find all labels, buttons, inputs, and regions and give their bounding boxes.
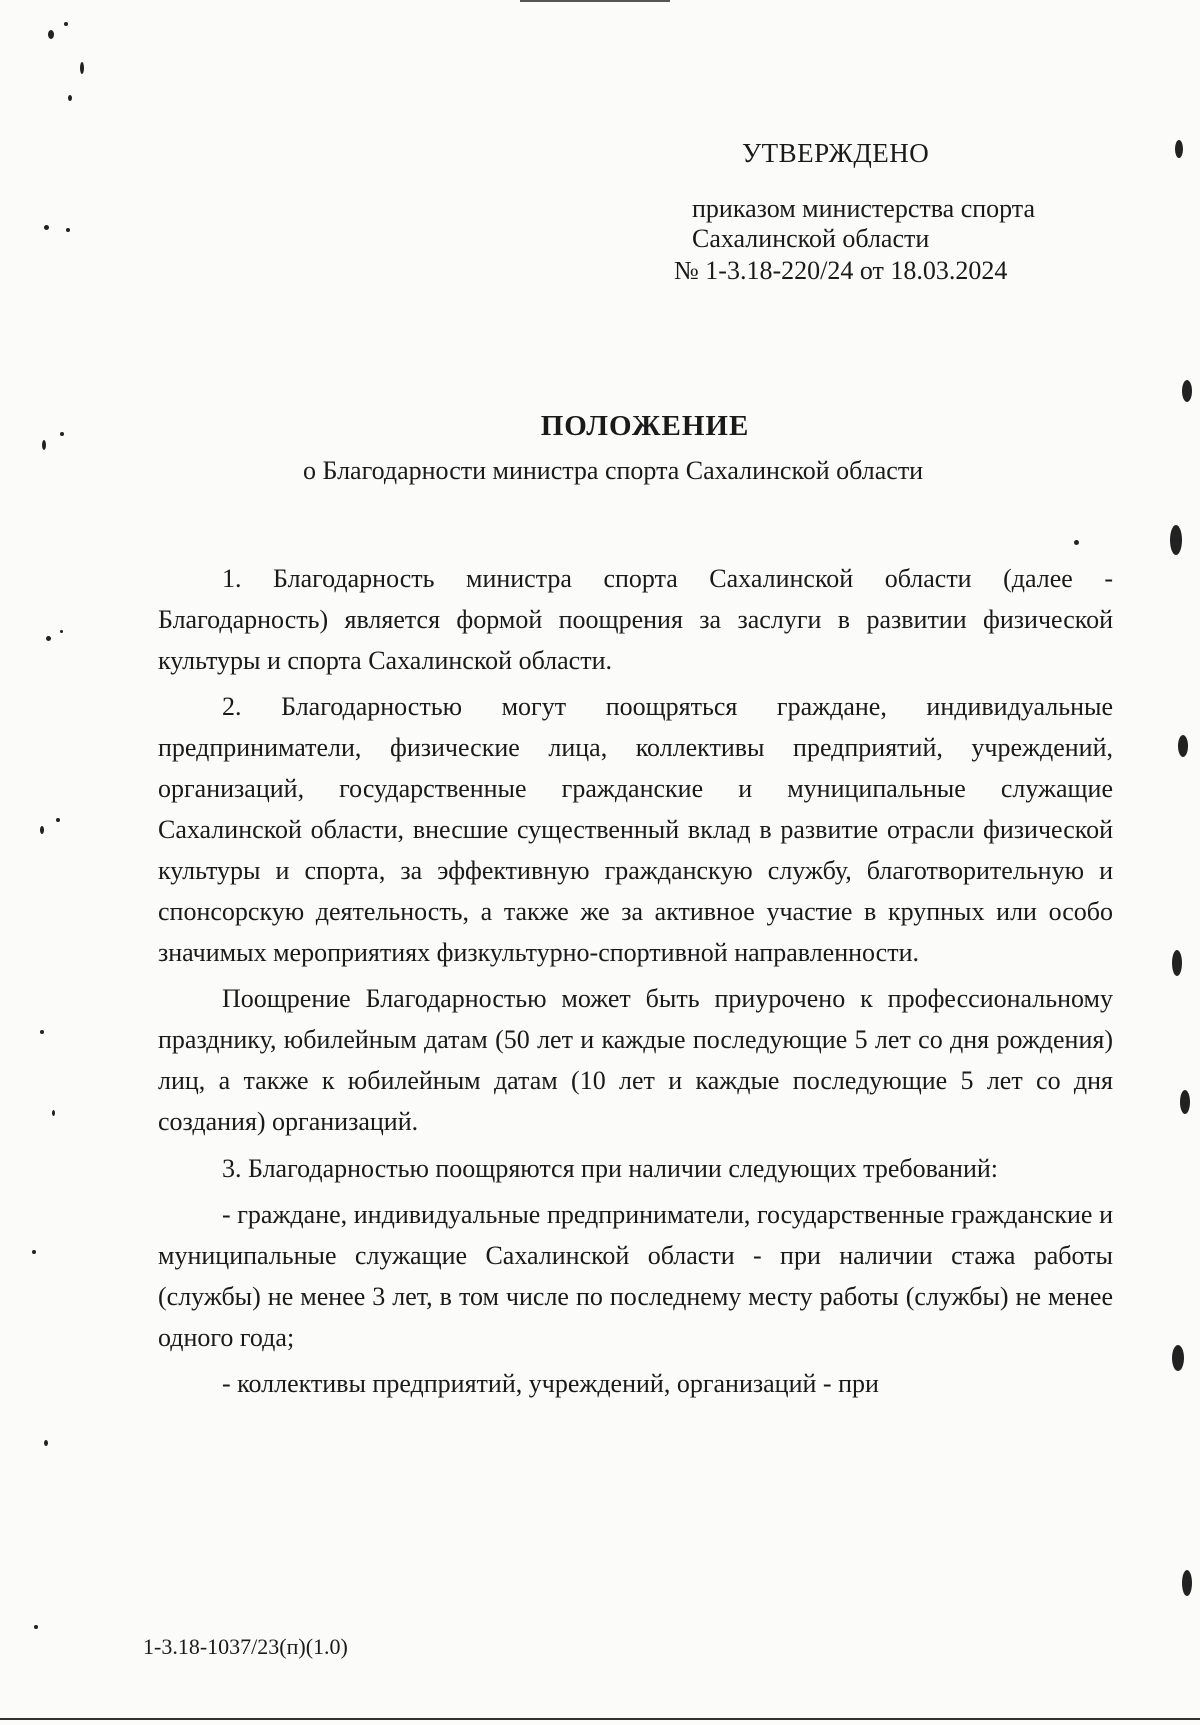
approved-line-3: № 1-3.18-220/24 от 18.03.2024 — [674, 256, 1008, 285]
document-title: ПОЛОЖЕНИЕ — [540, 410, 750, 442]
approved-line-1: приказом министерства спорта — [692, 194, 1036, 223]
paragraph-3: 3. Благодарностью поощряются при наличии следующих требований: — [222, 1154, 999, 1183]
paragraph-1: 1. Благодарность министра спорта Сахалинской области (далее - Благодарность) является формой поощрения за заслуги в развитии физической культуры и спорта Сахалинской области. — [158, 564, 1113, 675]
scan-edge-top — [520, 0, 670, 2]
document-subtitle: о Благодарности министра спорта Сахалинской области — [303, 456, 924, 485]
paragraph-2: 2. Благодарностью могут поощряться граждане, индивидуальные предприниматели, физические лица, коллективы предприятий, учреждений, организаций, государственные гражданские и муниципальные служащие Сахалинской области, внесшие существенный вклад в развитие отрасли физической культуры и спорта, за эффективную гражданскую службу, благотворительную и спонсорскую деятельность, а также же за активное участие в крупных или особо значимых мероприятиях физкультурно-спортивной направленности. — [158, 692, 1113, 967]
scan-edge-bottom — [0, 1718, 1200, 1720]
document-body — [158, 558, 1113, 1409]
approved-line-2: Сахалинской области — [692, 224, 930, 253]
document-code: 1-3.18-1037/23(п)(1.0) — [143, 1634, 348, 1659]
list-item-collectives: - коллективы предприятий, учреждений, организаций - при — [222, 1369, 879, 1398]
paragraph-2-continued: Поощрение Благодарностью может быть приурочено к профессиональному празднику, юбилейным датам (50 лет и каждые последующие 5 лет со дня рождения) лиц, а также к юбилейным датам (10 лет и каждые последующие 5 лет со дня создания) организаций. — [158, 984, 1113, 1136]
approved-heading: УТВЕРЖДЕНО — [742, 138, 930, 168]
list-item-citizens: - граждане, индивидуальные предприниматели, государственные гражданские и муниципальные служащие Сахалинской области - при наличии стажа работы (службы) не менее 3 лет, в том числе по последнему месту работы (службы) не менее одного года; — [158, 1200, 1113, 1352]
